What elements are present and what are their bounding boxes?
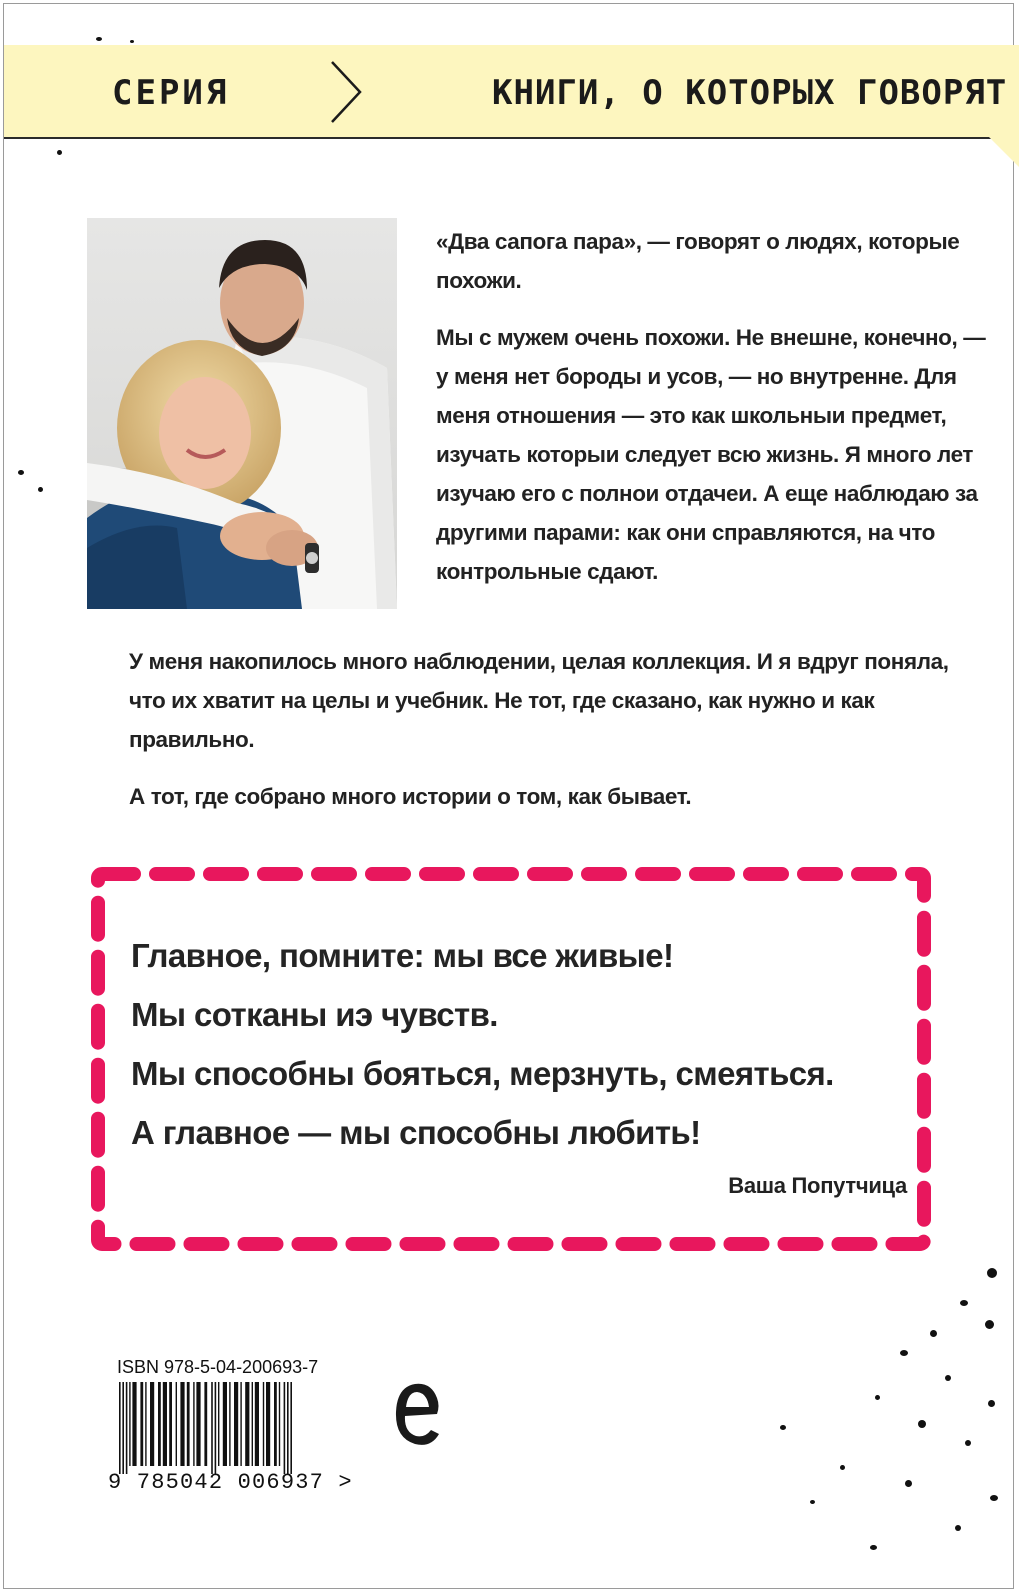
quote-line: Главное, помните: мы все живые! <box>131 937 674 974</box>
series-label: СЕРИЯ <box>112 73 230 113</box>
barcode-bar <box>193 1382 194 1466</box>
signature: Ваша Попутчица <box>728 1173 907 1198</box>
barcode-bar <box>132 1382 136 1466</box>
barcode-bar <box>163 1382 167 1466</box>
barcode-bar <box>196 1382 200 1466</box>
barcode-bar <box>240 1382 241 1466</box>
barcode-bar <box>215 1382 217 1474</box>
print-speck <box>965 1440 971 1446</box>
barcode-bar <box>266 1382 270 1466</box>
barcode-bar <box>176 1382 177 1466</box>
quote-text <box>131 926 921 1162</box>
print-speck <box>955 1525 961 1531</box>
body-text <box>129 642 959 834</box>
intro-paragraph: Мы с мужем очень похожи. Не внешне, конечно, — у меня нет бороды и усов, — но внутренне. Для меня отношения — это как школьныи предмет, изучать которыи следует всю жизнь. Я много лет изучаю его с полнои отдачеи. А еще наблюдаю за другими парами: как они справляются, на что контрольные сдают. <box>436 325 986 584</box>
print-speck <box>810 1500 815 1504</box>
print-speck <box>918 1420 926 1428</box>
intro-text <box>436 222 996 609</box>
barcode-bar <box>252 1382 253 1466</box>
barcode-bar <box>126 1382 128 1474</box>
print-speck <box>96 37 102 41</box>
print-speck <box>930 1330 937 1337</box>
print-speck <box>987 1268 997 1278</box>
print-speck <box>945 1375 951 1381</box>
barcode-digits: 9 785042 006937 > <box>108 1470 353 1495</box>
print-speck <box>990 1495 998 1501</box>
chevron-right-icon <box>329 59 363 125</box>
quote-line: Мы способны бояться, мерзнуть, смеяться. <box>131 1055 834 1092</box>
barcode-bar <box>140 1382 143 1466</box>
barcode-bar <box>150 1382 154 1466</box>
barcode-bar <box>279 1382 280 1466</box>
series-banner <box>4 45 1019 139</box>
author-photo <box>87 218 397 609</box>
barcode-bar <box>187 1382 190 1466</box>
print-speck <box>988 1400 995 1407</box>
barcode-bar <box>129 1382 130 1466</box>
print-speck <box>780 1425 786 1430</box>
barcode-bar <box>158 1382 161 1466</box>
print-speck <box>18 470 24 475</box>
barcode-bar <box>211 1382 213 1474</box>
barcode-bar <box>274 1382 277 1466</box>
barcode-bar <box>218 1382 219 1466</box>
quote-line: Мы сотканы иэ чувств. <box>131 996 498 1033</box>
series-name: КНИГИ, О КОТОРЫХ ГОВОРЯТ <box>492 73 1008 113</box>
barcode-bar <box>122 1382 124 1474</box>
barcode-bar <box>204 1382 207 1466</box>
eksmo-logo-icon <box>391 1378 443 1450</box>
barcode-bar <box>284 1382 286 1474</box>
barcode-bar <box>263 1382 264 1466</box>
print-speck <box>840 1465 845 1470</box>
barcode-bar <box>145 1382 146 1466</box>
quote-line: А главное — мы способны любить! <box>131 1114 701 1151</box>
barcode-bar <box>245 1382 249 1466</box>
barcode-bar <box>180 1382 184 1466</box>
print-speck <box>870 1545 877 1550</box>
intro-paragraph: «Два сапога пара», — говорят о людях, которые похожи. <box>436 229 960 293</box>
barcode-bar <box>287 1382 289 1474</box>
print-speck <box>875 1395 880 1400</box>
barcode <box>117 1382 345 1474</box>
barcode-bar <box>169 1382 172 1466</box>
print-speck <box>130 40 134 43</box>
barcode-bar <box>234 1382 238 1466</box>
barcode-bar <box>223 1382 227 1466</box>
print-speck <box>985 1320 994 1329</box>
barcode-bar <box>290 1382 292 1474</box>
body-paragraph: У меня накопилось много наблюдении, целая коллекция. И я вдруг поняла, что их хватит на целы и учебник. Не тот, где сказано, как нужно и как правильно. <box>129 649 949 752</box>
barcode-bar <box>229 1382 230 1466</box>
body-paragraph: А тот, где собрано много истории о том, как бывает. <box>129 784 692 809</box>
print-speck <box>57 150 62 155</box>
barcode-bar <box>255 1382 259 1466</box>
print-speck <box>38 487 43 492</box>
author-photo-illustration <box>87 218 397 609</box>
banner-fold <box>989 137 1019 167</box>
print-speck <box>960 1300 968 1306</box>
print-speck <box>905 1480 912 1487</box>
isbn-label: ISBN 978-5-04-200693-7 <box>117 1357 319 1377</box>
print-speck <box>900 1350 908 1356</box>
barcode-bar <box>119 1382 121 1474</box>
